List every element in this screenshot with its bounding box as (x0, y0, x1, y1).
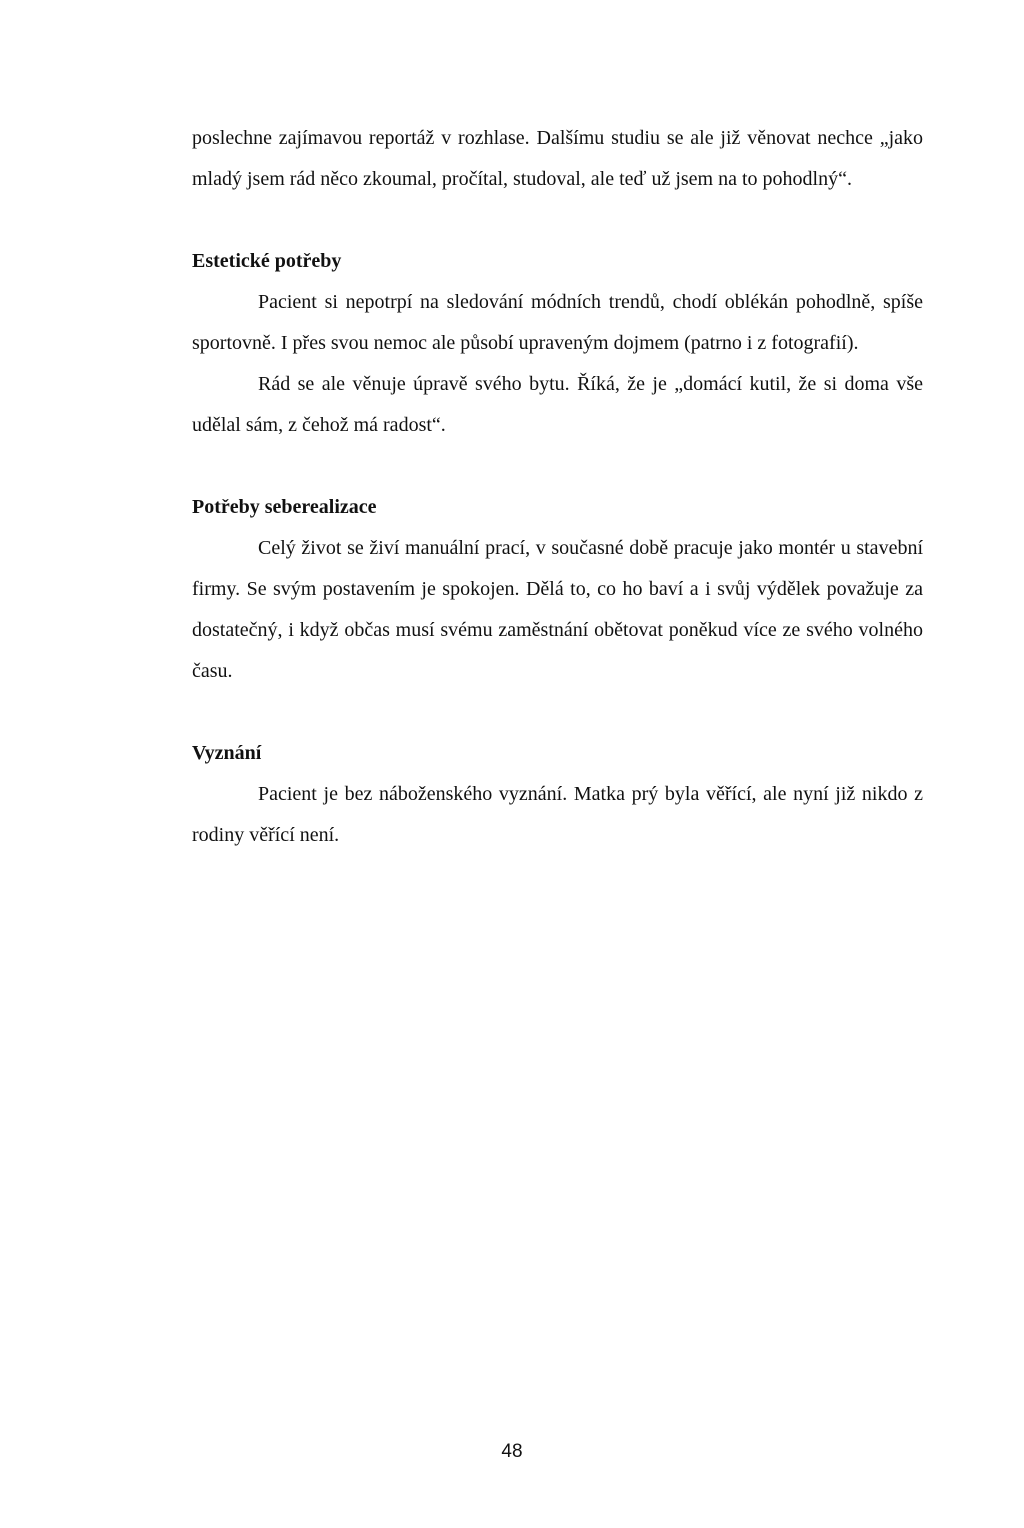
religion-paragraph: Pacient je bez náboženského vyznání. Matka prý byla věřící, ale nyní již nikdo z rodiny věřící není. (192, 783, 923, 846)
section-gap (192, 446, 923, 487)
aesthetic-needs-paragraph-1: Pacient si nepotrpí na sledování módních trendů, chodí oblékán pohodlně, spíše sportovně. I přes svou nemoc ale působí upraveným dojmem (patrno i z fotografií). (192, 291, 923, 354)
document-page (192, 118, 923, 856)
section-heading-self-realization: Potřeby seberealizace (192, 496, 377, 518)
aesthetic-needs-paragraph-2: Rád se ale věnuje úpravě svého bytu. Říká, že je „domácí kutil, že si doma vše udělal sám, z čehož má radost“. (192, 373, 923, 436)
section-gap (192, 692, 923, 733)
page-number: 48 (501, 1441, 523, 1462)
section-heading-religion: Vyznání (192, 742, 262, 764)
section-heading-aesthetic-needs: Estetické potřeby (192, 250, 342, 272)
intro-paragraph: poslechne zajímavou reportáž v rozhlase. Dalšímu studiu se ale již věnovat nechce „jako mladý jsem rád něco zkoumal, pročítal, studoval, ale teď už jsem na to pohodlný“. (192, 127, 923, 190)
self-realization-paragraph: Celý život se živí manuální prací, v současné době pracuje jako montér u stavební firmy. Se svým postavením je spokojen. Dělá to, co ho baví a i svůj výdělek považuje za dostatečný, i když občas musí svému zaměstnání obětovat poněkud více ze svého volného času. (192, 537, 923, 682)
section-gap (192, 200, 923, 241)
